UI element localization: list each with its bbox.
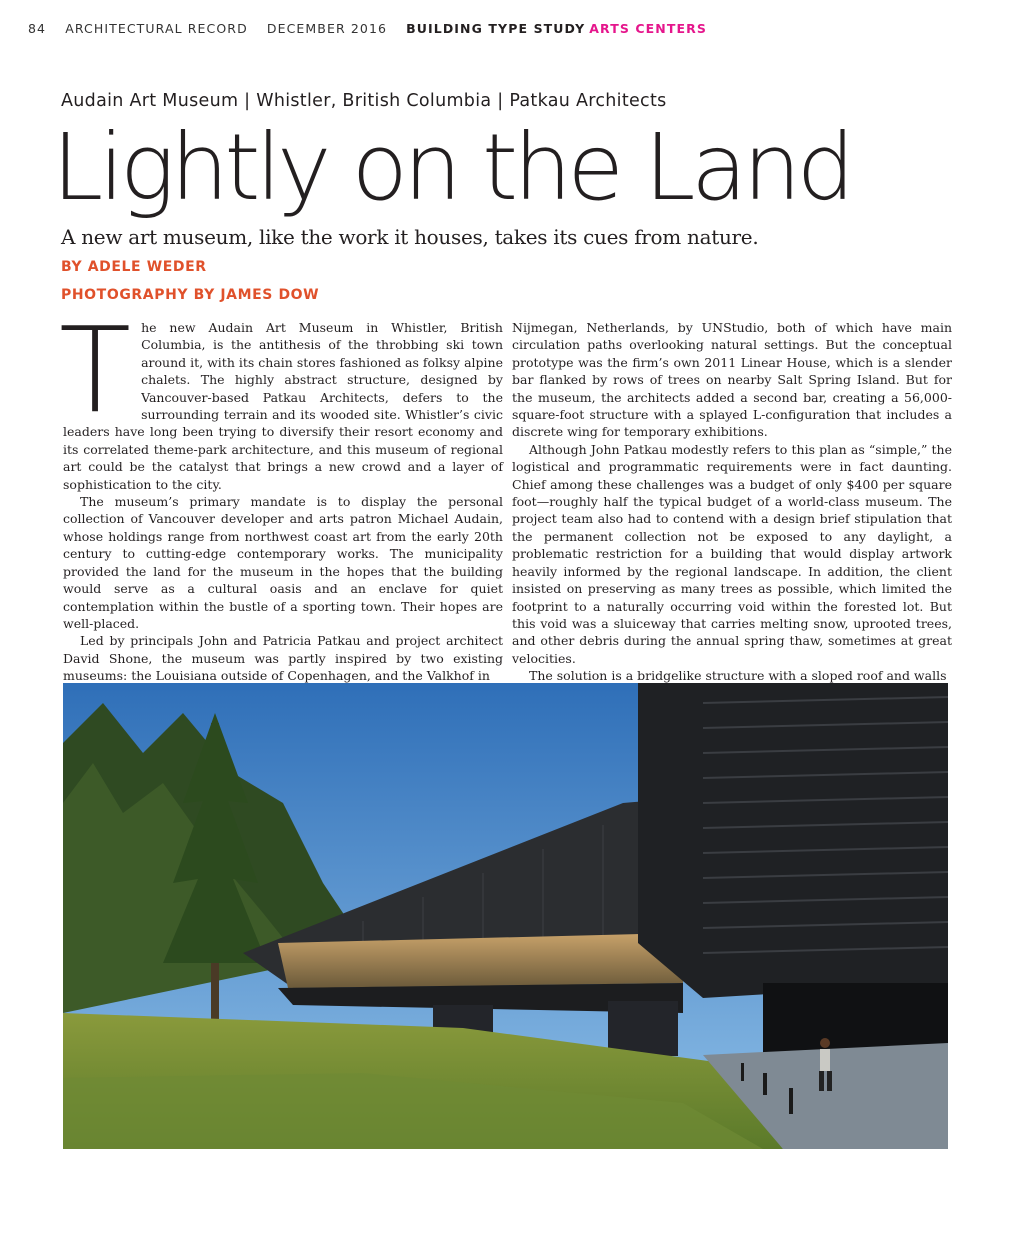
article-headline: Lightly on the Land: [52, 114, 851, 221]
body-column-right: [512, 319, 952, 685]
publication-name: ARCHITECTURAL RECORD: [65, 21, 248, 36]
body-paragraph: The museum’s primary mandate is to display the personal collection of Vancouver developer and arts patron Michael Audain, whose holdings range from northwest coast art from the early 20th century to cutting-edge contemporary works. The municipality provided the land for the museum in the hopes that the building would serve as a cultural oasis and an enclave for quiet contemplation within the bustle of a sporting town. Their hopes are well-placed.: [63, 494, 503, 631]
body-paragraph: The solution is a bridgelike structure with a sloped roof and walls: [529, 668, 947, 684]
body-paragraph: Led by principals John and Patricia Patkau and project architect David Shone, the museum was partly inspired by two existing museums: the Louisiana outside of Copenhagen, and the Valkhof in: [63, 633, 503, 684]
body-paragraph: [59, 301, 503, 493]
article-kicker: Audain Art Museum | Whistler, British Columbia | Patkau Architects: [61, 91, 667, 111]
issue-date: DECEMBER 2016: [266, 21, 388, 36]
subsection-name: ARTS CENTERS: [589, 21, 707, 36]
body-paragraph: Although John Patkau modestly refers to this plan as “simple,” the logistical and programmatic requirements were in fact daunting. Chief among these challenges was a budget of only $400 per square foot—roughly half the typical budget of a world-class museum. The project team also had to contend with a design brief stipulation that the permanent collection not be exposed to any daylight, a problematic restriction for a building that would display artwork heavily informed by the regional landscape. In addition, the client insisted on preserving as many trees as possible, which limited the footprint to a naturally occurring void within the forested lot. But this void was a sluiceway that carries melting snow, uprooted trees, and other debris during the annual spring thaw, sometimes at great velocities.: [512, 441, 952, 666]
museum-photo-illustration: [63, 683, 948, 1149]
byline: BY ADELE WEDER: [61, 259, 207, 275]
body-paragraph: Nijmegan, Netherlands, by UNStudio, both of which have main circulation paths overlooking natural settings. But the conceptual prototype was the firm’s own 2011 Linear House, which is a slender bar flanked by rows of trees on nearby Salt Spring Island. But for the museum, the architects added a second bar, creating a 56,000-square-foot structure with a splayed L-configuration that includes a discrete wing for temporary exhibitions.: [512, 320, 952, 440]
running-header: [28, 21, 721, 39]
body-column-left: [59, 301, 503, 685]
body-paragraph-text: he new Audain Art Museum in Whistler, British Columbia, is the antithesis of the throbbing ski town around it, with its chain stores fashioned as folksy alpine chalets. The highly abstract structure, designed by Vancouver-based Patkau Architects, defers to the surrounding terrain and its wooded site. Whistler’s civic leaders have long been trying to diversify their resort economy and its correlated theme-park architecture, and this museum of regional art could be the catalyst that brings a new crowd and a layer of sophistication to the city.: [63, 320, 503, 492]
page-number: 84: [28, 21, 47, 36]
drop-cap: T: [59, 301, 132, 439]
section-name: BUILDING TYPE STUDY: [406, 21, 586, 36]
photo-credit: PHOTOGRAPHY BY JAMES DOW: [61, 287, 320, 303]
museum-photo: [63, 683, 948, 1149]
article-dek: A new art museum, like the work it houses, takes its cues from nature.: [61, 225, 759, 249]
